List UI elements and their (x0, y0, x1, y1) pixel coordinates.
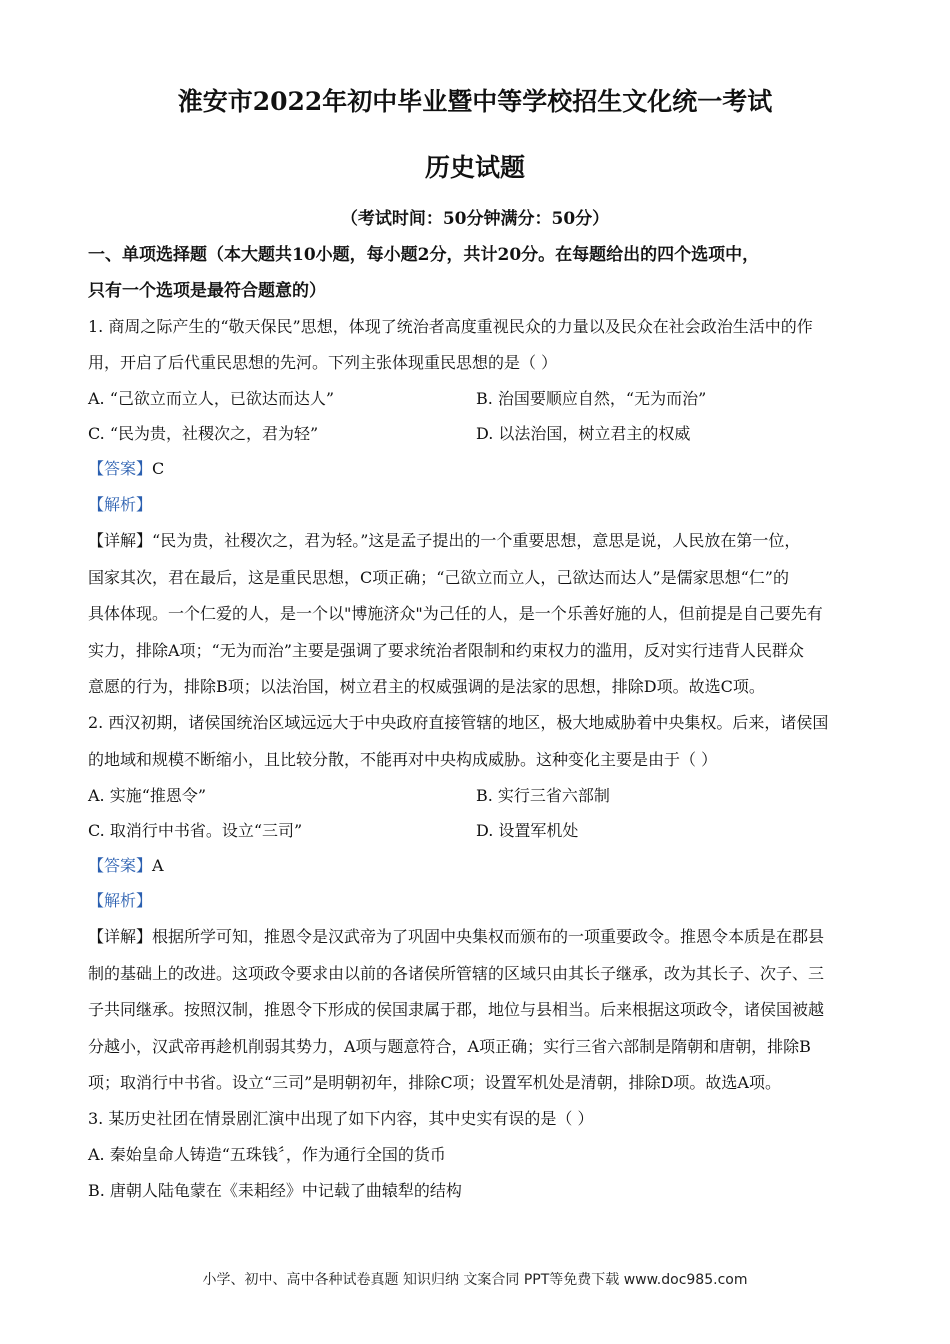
q1-detail-line5: 意愿的行为，排除B项；以法治国，树立君主的权威强调的是法家的思想，排除D项。故选C项。 (88, 677, 765, 696)
q1-detail-line3: 具体体现。一个仁爱的人，是一个以"博施济众"为己任的人，是一个乐善好施的人，但前提是自己要先有 (88, 604, 823, 623)
q1-answer (88, 458, 863, 480)
q1-detail-line1: 【详解】“民为贵，社稷次之，君为轻。”这是孟子提出的一个重要思想，意思是说，人民放在第一位， (88, 531, 801, 550)
answer-tag: 【答案】 (88, 856, 153, 875)
answer-value: A (152, 856, 164, 875)
q1-option-b: B. 治国要顺应自然，“无为而治” (476, 389, 707, 408)
page-footer: 小学、初中、高中各种试卷真题 知识归纳 文案合同 PPT等免费下载 www.doc985.com (202, 1272, 748, 1288)
q2-detail-line1: 【详解】根据所学可知，推恩令是汉武帝为了巩固中央集权而颁布的一项重要政令。推恩令本质是在郡县 (88, 927, 825, 946)
q2-stem-line1: 2. 西汉初期，诸侯国统治区域远远大于中央政府直接管辖的地区，极大地威胁着中央集权。后来，诸侯国 (88, 713, 829, 732)
q1-detail-line4: 实力，排除A项；“无为而治”主要是强调了要求统治者限制和约束权力的滥用，反对实行违背人民群众 (88, 641, 804, 660)
q1-stem-line2: 用，开启了后代重民思想的先河。下列主张体现重民思想的是（ ） (88, 353, 558, 372)
q1-detail-line2: 国家其次，君在最后，这是重民思想，C项正确；“己欲立而立人，己欲达而达人”是儒家思想“仁”的 (88, 568, 789, 587)
q2-detail-line2: 制的基础上的改进。这项政令要求由以前的各诸侯所管辖的区域只由其长子继承，改为其长子、次子、三 (88, 964, 825, 983)
q1-stem-line1: 1. 商周之际产生的“敬天保民”思想，体现了统治者高度重视民众的力量以及民众在社会政治生活中的作 (88, 317, 813, 336)
q2-stem-line2: 的地域和规模不断缩小，且比较分散，不能再对中央构成威胁。这种变化主要是由于（ ） (88, 750, 718, 769)
q2-option-a: A. 实施“推恩令” (88, 786, 207, 805)
q2-option-b: B. 实行三省六部制 (476, 786, 610, 805)
q2-option-c: C. 取消行中书省。设立“三司” (88, 821, 303, 840)
exam-title: 淮安市2022年初中毕业暨中等学校招生文化统一考试 (177, 87, 773, 116)
q1-analysis-tag: 【解析】 (88, 495, 153, 514)
q2-detail-line5: 项；取消行中书省。设立“三司”是明朝初年，排除C项；设置军机处是清朝，排除D项。故选A项。 (88, 1073, 781, 1092)
q2-detail-line4: 分越小，汉武帝再趁机削弱其势力，A项与题意符合，A项正确；实行三省六部制是隋朝和唐朝，排除B (88, 1037, 811, 1056)
q3-option-b: B. 唐朝人陆龟蒙在《耒耜经》中记载了曲辕犁的结构 (88, 1181, 462, 1200)
q2-analysis-tag: 【解析】 (88, 891, 153, 910)
q1-option-c: C. “民为贵，社稷次之，君为轻” (88, 424, 319, 443)
section-heading-line1: 一、单项选择题（本大题共10小题，每小题2分，共计20分。在每题给出的四个选项中， (88, 245, 760, 265)
detail-tag: 【详解】 (88, 531, 153, 550)
q2-option-d: D. 设置军机处 (476, 821, 579, 840)
q3-stem-line1: 3. 某历史社团在情景剧汇演中出现了如下内容，其中史实有误的是（ ） (88, 1109, 594, 1128)
q1-option-a: A. “己欲立而立人，已欲达而达人” (88, 389, 335, 408)
q2-answer (88, 855, 863, 877)
q1-option-d: D. 以法治国，树立君主的权威 (476, 424, 691, 443)
subject-title: 历史试题 (424, 153, 525, 182)
exam-info: （考试时间：50分钟满分：50分） (340, 209, 610, 229)
section-heading-line2: 只有一个选项是最符合题意的） (88, 281, 326, 301)
answer-tag: 【答案】 (88, 459, 153, 478)
q3-option-a: A. 秦始皇命人铸造“五珠钱〞，作为通行全国的货币 (88, 1145, 446, 1164)
answer-value: C (152, 459, 165, 478)
detail-tag: 【详解】 (88, 927, 153, 946)
q2-detail-line3: 子共同继承。按照汉制，推恩令下形成的侯国隶属于郡，地位与县相当。后来根据这项政令，诸侯国被越 (88, 1000, 825, 1019)
